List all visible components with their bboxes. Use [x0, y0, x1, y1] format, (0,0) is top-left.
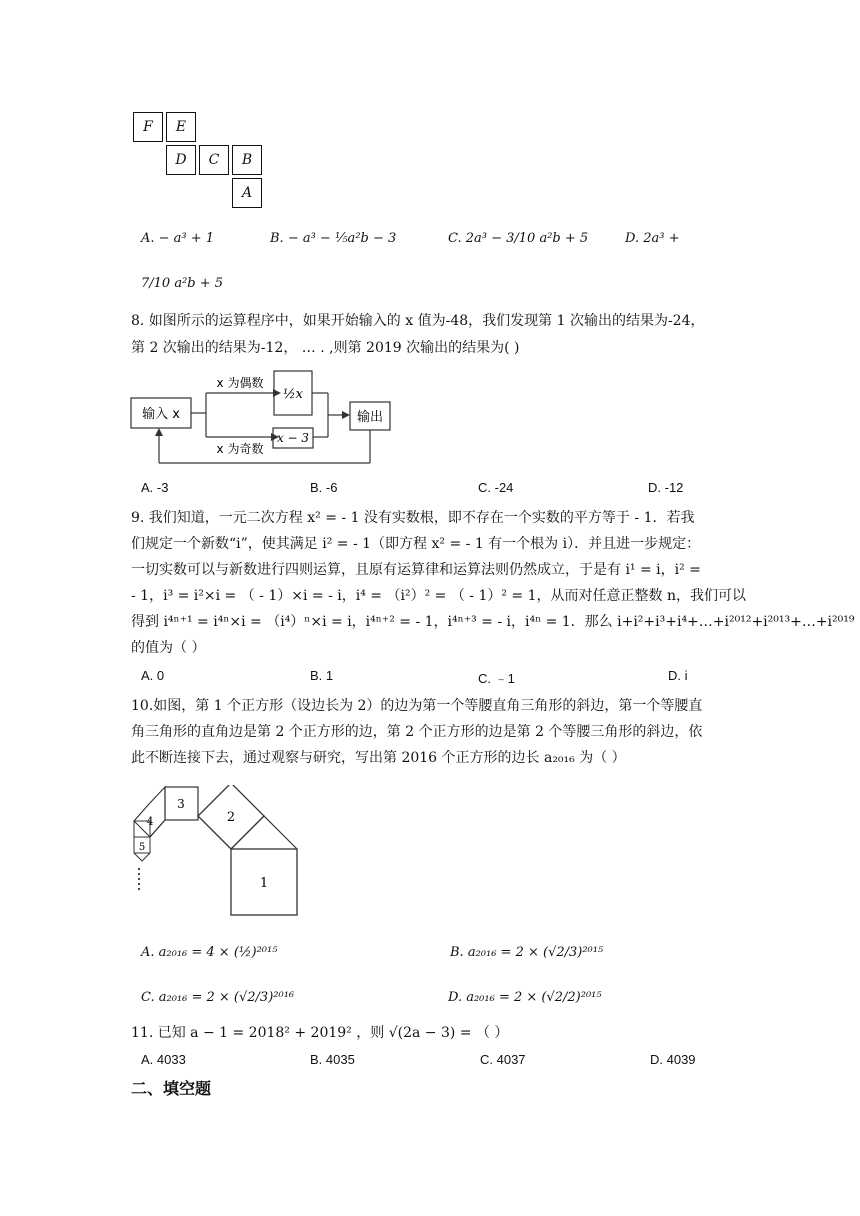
q8-flowchart [128, 365, 398, 469]
q10-option-d: D. a₂₀₁₆ = 2 × (√2/2)²⁰¹⁵ [448, 990, 602, 1005]
square-4-label: 4 [146, 815, 154, 828]
q10-option-b: B. a₂₀₁₆ = 2 × (√2/3)²⁰¹⁵ [450, 945, 604, 960]
q10-line: 10.如图，第 1 个正方形（设边长为 2）的边为第一个等腰直角三角形的斜边，第一个等腰直 [131, 698, 703, 714]
q9-line: - 1，i³ = i²×i = （ - 1）×i = - i，i⁴ = （i²）² = （ - 1）² = 1，从而对任意正整数 n，我们可以 [131, 588, 746, 604]
flow-odd-label: x 为奇数 [216, 442, 264, 456]
q8-stem-line1: 8. 如图所示的运算程序中，如果开始输入的 x 值为-48，我们发现第 1 次输出的结果为-24， [131, 313, 705, 329]
q9-line: 们规定一个新数“i”，使其满足 i² = - 1（即方程 x² = - 1 有一个根为 i）．并且进一步规定： [131, 536, 701, 552]
square-1-label: 1 [259, 876, 269, 891]
q10-option-c: C. a₂₀₁₆ = 2 × (√2/3)²⁰¹⁶ [141, 990, 295, 1005]
q9-line: 一切实数可以与新数进行四则运算，且原有运算律和运算法则仍然成立，于是有 i¹ = i，i² = [131, 562, 701, 578]
q10-squares-figure [130, 785, 302, 920]
q9-line: 的值为（ ） [131, 640, 206, 656]
flow-minus3-label: x − 3 [276, 431, 310, 445]
flow-input-label: 输入 x [142, 407, 180, 422]
flow-even-label: x 为偶数 [216, 376, 264, 390]
q9-stem [131, 505, 855, 661]
section-heading: 二、填空题 [131, 1079, 212, 1098]
q10-stem [131, 693, 702, 771]
q11-option-c: C. 4037 [480, 1052, 526, 1067]
square-5-label: 5 [138, 842, 146, 853]
q11-option-a: A. 4033 [141, 1052, 186, 1067]
q11-option-d: D. 4039 [650, 1052, 696, 1067]
q7-option-d: D. 2a³ + [625, 231, 680, 246]
flow-output-label: 输出 [356, 410, 384, 425]
q9-option-c: C. ﹣1 [478, 671, 515, 686]
q11-stem: 11. 已知 a − 1 = 2018² + 2019² ，则 √(2a − 3) = （ ） [131, 1025, 509, 1041]
net-cell-D: D [166, 145, 196, 175]
net-cell-F: F [133, 112, 163, 142]
net-cell-B: B [232, 145, 262, 175]
q11-option-b: B. 4035 [310, 1052, 355, 1067]
q8-option-b: B. -6 [310, 480, 338, 495]
q10-line: 角三角形的直角边是第 2 个正方形的边，第 2 个正方形的边是第 2 个等腰三角形的斜边，依 [131, 724, 703, 740]
q8-option-d: D. -12 [648, 480, 684, 495]
q9-option-d: D. i [668, 668, 688, 683]
q8-option-a: A. -3 [141, 480, 169, 495]
square-2-label: 2 [226, 810, 236, 825]
q9-line: 得到 i⁴ⁿ⁺¹ = i⁴ⁿ×i = （i⁴）ⁿ×i = i，i⁴ⁿ⁺² = - 1，i⁴ⁿ⁺³ = - i，i⁴ⁿ = 1．那么 i+i²+i³+i⁴+…+i²⁰¹²+i²⁰¹³+…+i²⁰¹⁹ [131, 614, 855, 630]
net-cell-A: A [232, 178, 262, 208]
q10-option-a: A. a₂₀₁₆ = 4 × (½)²⁰¹⁵ [141, 945, 278, 960]
q10-line: 此不断连接下去，通过观察与研究，写出第 2016 个正方形的边长 a₂₀₁₆ 为（ ） [131, 750, 626, 766]
net-cell-C: C [199, 145, 229, 175]
flow-half-label: ½x [283, 387, 303, 402]
q9-line: 9. 我们知道，一元二次方程 x² = - 1 没有实数根，即不存在一个实数的平方等于 - 1．若我 [131, 510, 695, 526]
q7-option-d-continued: 7/10 a²b + 5 [141, 276, 224, 291]
q7-option-a: A. − a³ + 1 [141, 231, 215, 246]
q9-option-a: A. 0 [141, 668, 165, 683]
q8-stem-line2: 第 2 次输出的结果为-12， … . ,则第 2019 次输出的结果为( ) [131, 340, 520, 356]
q7-option-c: C. 2a³ − 3/10 a²b + 5 [448, 231, 589, 246]
net-cell-E: E [166, 112, 196, 142]
square-3-label: 3 [177, 797, 185, 811]
q8-option-c: C. -24 [478, 480, 514, 495]
q9-option-b: B. 1 [310, 668, 334, 683]
q7-option-b: B. − a³ − ⅕a²b − 3 [270, 231, 397, 246]
